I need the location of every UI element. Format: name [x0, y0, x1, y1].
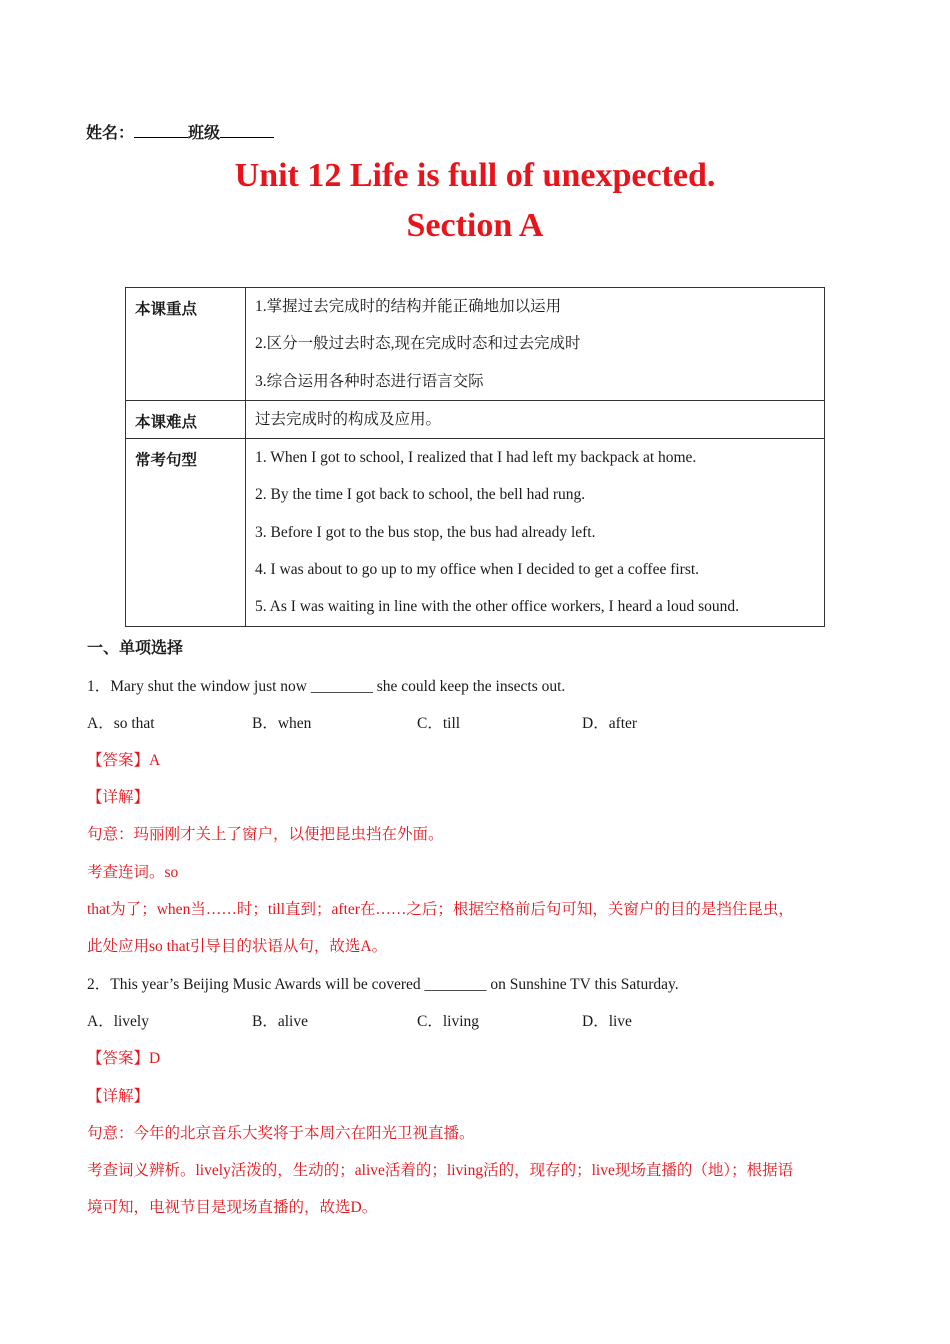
- option-d[interactable]: D．after: [582, 715, 638, 732]
- question-stem: 2．This year’s Beijing Music Awards will be covered ________ on Sunshine TV this Saturday.: [87, 976, 679, 993]
- answer: 【答案】A: [87, 752, 161, 769]
- option-a[interactable]: A．so that: [87, 715, 155, 732]
- explanation-line: 句意：今年的北京音乐大奖将于本周六在阳光卫视直播。: [87, 1125, 475, 1142]
- option-a[interactable]: A．lively: [87, 1013, 149, 1030]
- table-row: [126, 288, 825, 401]
- explanation-line: 此处应用so that引导目的状语从句，故选A。: [87, 938, 388, 955]
- row-label: 本课难点: [126, 400, 246, 438]
- option-d[interactable]: D．live: [582, 1013, 632, 1030]
- row-label: 本课重点: [126, 288, 246, 401]
- name-blank[interactable]: [134, 123, 188, 138]
- table-line: 1. When I got to school, I realized that I had left my backpack at home.: [255, 449, 697, 467]
- table-line: 5. As I was waiting in line with the other office workers, I heard a loud sound.: [255, 598, 739, 616]
- class-blank[interactable]: [220, 123, 274, 138]
- explanation-line: 考查词义辨析。lively活泼的，生动的；alive活着的；living活的，现存的；live现场直播的（地）；根据语: [87, 1162, 794, 1179]
- option-b[interactable]: B．alive: [252, 1013, 308, 1030]
- table-line: 2.区分一般过去时态,现在完成时态和过去完成时: [255, 335, 581, 353]
- row-content: [246, 288, 825, 401]
- row-content: [246, 400, 825, 438]
- row-label: 常考句型: [126, 439, 246, 626]
- row-content: [246, 439, 825, 626]
- option-c[interactable]: C．living: [417, 1013, 480, 1030]
- table-row: [126, 400, 825, 438]
- section-title: 一、单项选择: [87, 640, 184, 657]
- table-row: [126, 439, 825, 626]
- explanation-line: 考查连词。so: [87, 864, 179, 881]
- explanation-line: 句意：玛丽刚才关上了窗户，以便把昆虫挡在外面。: [87, 826, 444, 843]
- table-line: 过去完成时的构成及应用。: [255, 410, 442, 428]
- class-label: 班级: [188, 125, 221, 142]
- question-stem: 1．Mary shut the window just now ________ she could keep the insects out.: [87, 678, 566, 695]
- option-b[interactable]: B．when: [252, 715, 312, 732]
- table-line: 3.综合运用各种时态进行语言交际: [255, 372, 484, 390]
- detail-label: 【详解】: [87, 1088, 150, 1105]
- name-class-line: [86, 120, 274, 143]
- table-line: 1.掌握过去完成时的结构并能正确地加以运用: [255, 298, 562, 315]
- table-line: 3. Before I got to the bus stop, the bus had already left.: [255, 523, 596, 541]
- answer: 【答案】D: [87, 1050, 161, 1067]
- explanation-line: 境可知，电视节目是现场直播的，故选D。: [87, 1199, 378, 1216]
- lesson-key-points-table: [125, 287, 825, 627]
- option-c[interactable]: C．till: [417, 715, 461, 732]
- page-title: Unit 12 Life is full of unexpected.: [234, 157, 716, 194]
- name-label: 姓名：: [86, 125, 135, 142]
- page-subtitle: Section A: [406, 207, 544, 244]
- table-line: 2. By the time I got back to school, the bell had rung.: [255, 486, 586, 504]
- detail-label: 【详解】: [87, 789, 150, 806]
- explanation-line: that为了；when当……时；till直到；after在……之后；根据空格前后句可知，关窗户的目的是挡住昆虫，: [87, 901, 794, 918]
- table-line: 4. I was about to go up to my office when I decided to get a coffee first.: [255, 561, 700, 579]
